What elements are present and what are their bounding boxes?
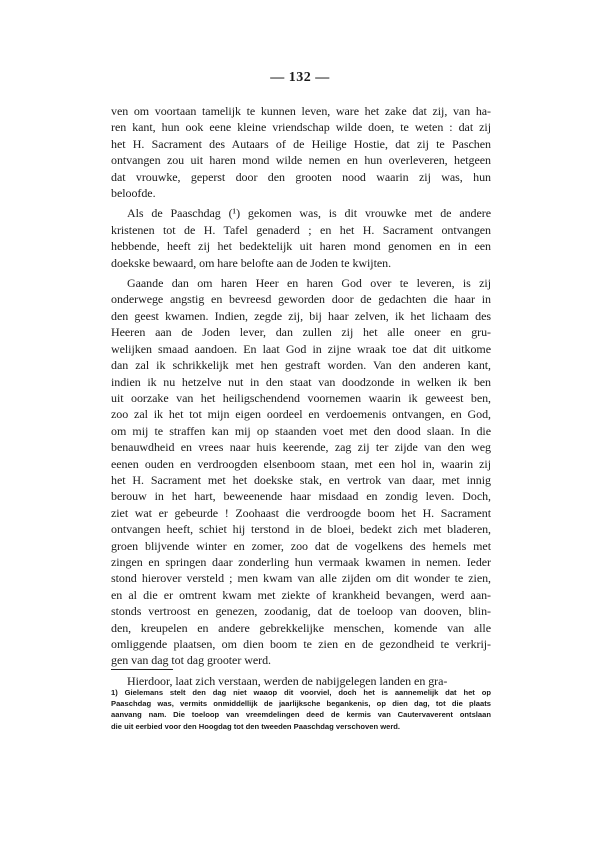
- text-line: groen blijvende winter en zomer, zoo dat de vogelkens des hemels met: [111, 538, 491, 553]
- text-line: Hierdoor, laat zich verstaan, werden de nabijgelegen landen en gra-: [127, 673, 448, 688]
- text-line: stond hierover versteld ; men kwam van alle zijden om dit wonder te zien,: [111, 571, 491, 586]
- text-line: welijken smaad aandoen. En laat God in zijne wraak toe dat dit uitkome: [111, 341, 491, 356]
- footnote-line: aanvang nam. Die toeloop van vreemdelingen deed de kermis van Cautervaverent ontslaan: [111, 710, 491, 720]
- text-line: Als de Paaschdag (¹) gekomen was, is dit vrouwke met de andere: [127, 206, 491, 221]
- paragraph: [111, 275, 491, 669]
- text-line: ven om voortaan tamelijk te kunnen leven, ware het zake dat zij, van ha-: [111, 104, 491, 118]
- paragraph: [111, 103, 491, 201]
- text-line: zingen en springen daar zonderling hun vermaak kwamen in nemen. Ieder: [111, 554, 491, 569]
- body-text: [111, 103, 491, 689]
- text-line: ziet wat er gebeurde ! Zoohaast die verdroogde boom het H. Sacrament: [111, 505, 491, 520]
- page-number: — 132 —: [270, 70, 330, 85]
- text-line: zoo zal ik het tot mijn eigen oordeel en verdoemenis ontvangen, en God,: [111, 407, 491, 422]
- text-line: ontvangen zou uit haren mond wilde nemen en hun overleveren, hetgeen: [111, 153, 491, 168]
- footnote-rule: [111, 669, 173, 670]
- text-line: doekske bewaard, om hare belofte aan de Joden te kwijten.: [111, 255, 392, 270]
- text-line: berouw in het hart, beweenende haar misdaad en zondig leven. Doch,: [111, 489, 491, 504]
- text-line: Heeren aan de Joden lever, dan zullen zij het alle oneer en gru-: [111, 325, 491, 340]
- text-line: stonds vertroost en genezen, zoodanig, dat de toeloop van dooven, blin-: [111, 604, 491, 619]
- text-line: indien ik nu hetzelve nut in den staat van doodzonde in welken ik ben: [111, 374, 491, 389]
- text-line: ontvangen heeft, schiet hij terstond in de bloei, bedekt zich met bladeren,: [111, 522, 491, 537]
- text-line: ren kant, hun ook eene kleine vriendschap wilde doen, te weten : dat zij: [111, 120, 491, 135]
- footnote: [111, 687, 491, 732]
- text-line: het H. Sacrament met het doekske stak, en vertrok van daar, met innig: [111, 472, 491, 487]
- footnote-line: Paaschdag was, vermits onmiddellijk de jaarlijksche begankenis, op dien dag, tot die plaats: [111, 699, 491, 709]
- text-line: dat vrouwke, geperst door den grooten nood waarin zij was, hun: [111, 169, 491, 184]
- text-line: eenen ouden en verdroogden elsenboom staan, met een hol in, waarin zij: [111, 456, 491, 471]
- text-line: Gaande dan om haren Heer en haren God over te leveren, is zij: [127, 276, 491, 291]
- text-line: den, kreupelen en andere gebrekkelijke menschen, komende van alle: [111, 620, 491, 635]
- text-line: gen van dag tot dag grooter werd.: [111, 653, 271, 668]
- text-line: het H. Sacrament des Autaars of de Heilige Hostie, dat zij te Paschen: [111, 136, 491, 151]
- text-line: kristenen tot de H. Tafel genaderd ; en het H. Sacrament ontvangen: [111, 222, 491, 237]
- text-line: benauwdheid en vrees naar huis keerende, zag zij ter zijde van den weg: [111, 440, 491, 455]
- footnote-line: 1) Gielemans stelt den dag niet waaop dit voorviel, doch het is aannemelijk dat het op: [111, 688, 491, 697]
- text-line: en al die er omtrent kwam met ziekte of krankheid bevangen, werd aan-: [111, 587, 491, 602]
- text-line: uit oorzake van het heiligschendend voornemen waarin ik geweest ben,: [111, 390, 491, 405]
- footnote-line: die uit eerbied voor den Hoogdag tot den tweeden Paaschdag verschoven werd.: [111, 721, 401, 731]
- text-line: den geest kwamen. Indien, zegde zij, bij haar zelven, ik het lichaam des: [111, 308, 491, 323]
- text-line: onderwege angstig en bevreesd geworden door de gedachten die haar in: [111, 292, 491, 307]
- text-line: om mij te straffen kan mij op staanden voet met den dood slaan. In die: [111, 423, 491, 438]
- text-line: beloofde.: [111, 186, 156, 201]
- text-line: hebbende, heeft zij het bedektelijk uit haren mond genomen en in een: [111, 239, 491, 254]
- text-line: dan zal ik schrikkelijk met hen gestraft worden. Van den anderen kant,: [111, 358, 491, 373]
- paragraph: [111, 205, 491, 271]
- text-line: omliggende plaatsen, om dien boom te zien en de gezondheid te verkrij-: [111, 637, 491, 651]
